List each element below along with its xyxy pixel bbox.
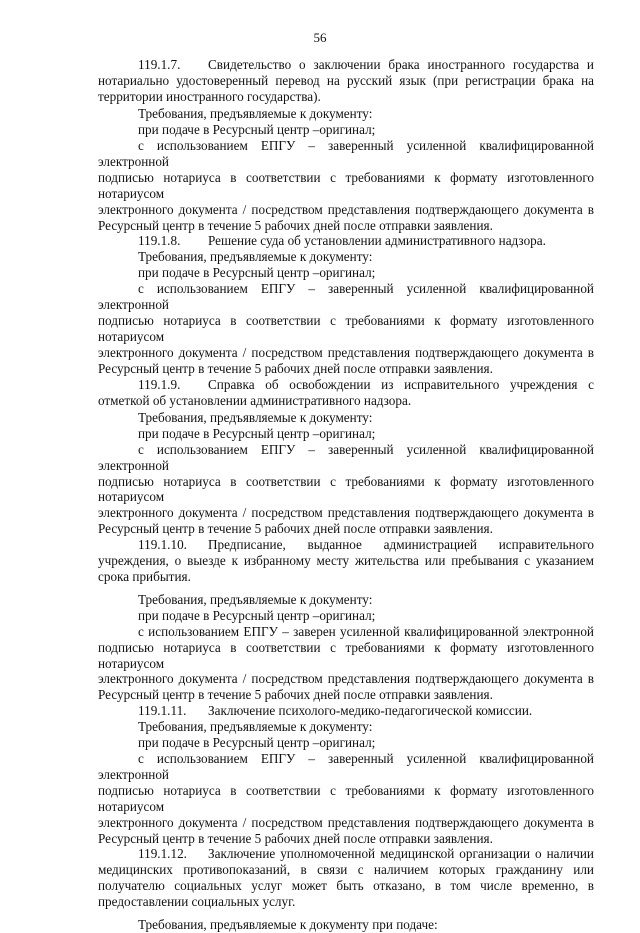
epgu-line: Ресурсный центр в течение 5 рабочих дней после отправки заявления. bbox=[98, 687, 493, 703]
requirements-heading: Требования, предъявляемые к документу: bbox=[138, 106, 373, 122]
section-119-1-9 bbox=[98, 377, 594, 538]
requirements-heading: Требования, предъявляемые к документу: bbox=[138, 719, 373, 735]
in-person-requirement: при подаче в Ресурсный центр –оригинал; bbox=[138, 425, 376, 441]
document-body bbox=[98, 57, 594, 933]
spacer bbox=[98, 585, 594, 592]
epgu-line: электронного документа / посредством представления подтверждающего документа в bbox=[98, 505, 594, 521]
section-119-1-7 bbox=[98, 57, 594, 233]
section-title bbox=[98, 57, 594, 105]
requirements-heading: Требования, предъявляемые к документу: bbox=[138, 249, 373, 265]
epgu-line: Ресурсный центр в течение 5 рабочих дней после отправки заявления. bbox=[98, 521, 493, 537]
epgu-line: электронного документа / посредством представления подтверждающего документа в bbox=[98, 201, 594, 217]
epgu-line: подписью нотариуса в соответствии с требованиями к формату изготовленного нотариусом bbox=[98, 313, 594, 344]
section-title bbox=[98, 233, 594, 249]
epgu-line: Ресурсный центр в течение 5 рабочих дней после отправки заявления. bbox=[98, 830, 493, 846]
epgu-line: электронного документа / посредством представления подтверждающего документа в bbox=[98, 814, 594, 830]
page-number: 56 bbox=[313, 30, 327, 45]
requirements-heading: Требования, предъявляемые к документу: bbox=[138, 409, 373, 425]
section-number: 119.1.9. bbox=[138, 376, 181, 392]
section-title-text: Заключение уполномоченной медицинской организации о наличии медицинских противопоказаний, в связи с наличием которых гражданину или получателю социальных услуг может быть отказано, в том числе временно, в предоставлении социальных услуг. bbox=[98, 846, 594, 910]
section-number: 119.1.12. bbox=[138, 846, 187, 862]
epgu-line: электронного документа / посредством представления подтверждающего документа в bbox=[98, 344, 594, 360]
section-number: 119.1.10. bbox=[138, 537, 187, 553]
epgu-line: подписью нотариуса в соответствии с требованиями к формату изготовленного нотариусом bbox=[98, 473, 594, 505]
section-number: 119.1.7. bbox=[138, 57, 181, 72]
epgu-line: подписью нотариуса в соответствии с требованиями к формату изготовленного нотариусом bbox=[98, 639, 594, 671]
epgu-line: с использованием ЕПГУ – заверен усиленной квалифицированной электронной bbox=[138, 623, 594, 639]
section-119-1-12 bbox=[98, 846, 594, 933]
epgu-line: электронного документа / посредством представления подтверждающего документа в bbox=[98, 671, 594, 687]
epgu-line: подписью нотариуса в соответствии с требованиями к формату изготовленного нотариусом bbox=[98, 782, 594, 814]
epgu-line: с использованием ЕПГУ – заверенный усиленной квалифицированной электронной bbox=[98, 138, 594, 169]
in-person-requirement: при подаче в Ресурсный центр –оригинал; bbox=[138, 122, 376, 138]
section-number: 119.1.8. bbox=[138, 233, 181, 249]
section-title-text: Свидетельство о заключении брака иностранного государства и нотариально удостоверенный перевод на русский язык (при регистрации брака на территории иностранного государства). bbox=[98, 57, 594, 104]
epgu-line: с использованием ЕПГУ – заверенный усиленной квалифицированной электронной bbox=[98, 281, 594, 313]
section-title bbox=[98, 846, 594, 910]
in-person-requirement: при подаче в Ресурсный центр –оригинал; bbox=[138, 735, 376, 751]
epgu-line: подписью нотариуса в соответствии с требованиями к формату изготовленного нотариусом bbox=[98, 169, 594, 201]
section-title-text: Заключение психолого-медико-педагогической комиссии. bbox=[208, 703, 533, 719]
epgu-line: с использованием ЕПГУ – заверенный усиленной квалифицированной электронной bbox=[98, 441, 594, 473]
section-number: 119.1.11. bbox=[138, 703, 187, 719]
section-119-1-8 bbox=[98, 233, 594, 376]
section-title bbox=[98, 703, 594, 719]
epgu-line: Ресурсный центр в течение 5 рабочих дней после отправки заявления. bbox=[98, 217, 493, 233]
in-person-requirement: при подаче в Ресурсный центр –оригинал; bbox=[138, 607, 376, 623]
section-title bbox=[98, 377, 594, 409]
epgu-line: с использованием ЕПГУ – заверенный усиленной квалифицированной электронной bbox=[98, 750, 594, 782]
requirements-heading: Требования, предъявляемые к документу при подаче: bbox=[138, 917, 438, 933]
section-title bbox=[98, 537, 594, 585]
section-119-1-10 bbox=[98, 537, 594, 703]
epgu-line: Ресурсный центр в течение 5 рабочих дней после отправки заявления. bbox=[98, 360, 493, 376]
requirements-heading: Требования, предъявляемые к документу: bbox=[138, 591, 373, 607]
section-title-text: Предписание, выданное администрацией исправительного учреждения, о выезде к избранному месту жительства или пребывания с указанием срока прибытия. bbox=[98, 537, 594, 584]
section-119-1-11 bbox=[98, 703, 594, 846]
section-title-text: Справка об освобождении из исправительного учреждения с отметкой об установлении административного надзора. bbox=[98, 376, 594, 408]
section-title-text: Решение суда об установлении административного надзора. bbox=[208, 233, 546, 249]
spacer bbox=[98, 910, 594, 917]
in-person-requirement: при подаче в Ресурсный центр –оригинал; bbox=[138, 265, 376, 281]
